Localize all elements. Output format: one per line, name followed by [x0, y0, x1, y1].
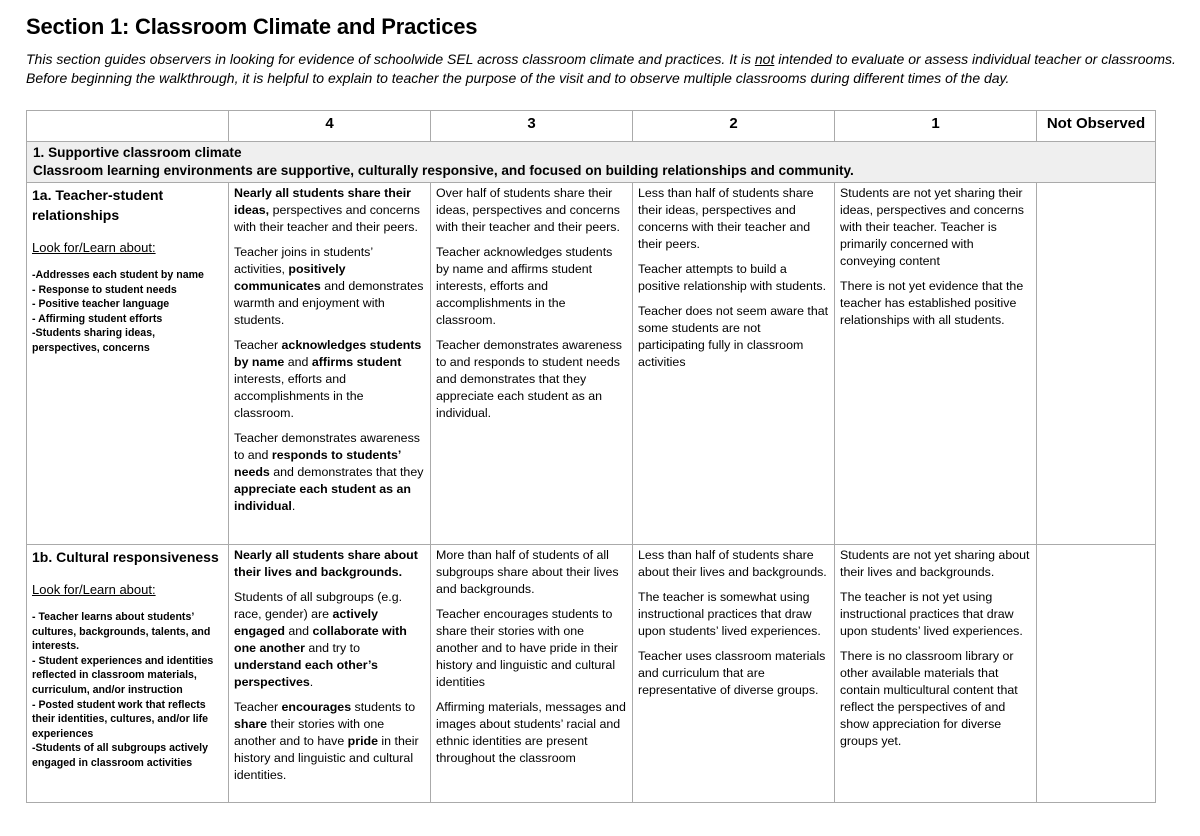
- look-for-list: [32, 268, 223, 356]
- look-for-label: Look for/Learn about:: [32, 240, 156, 255]
- row-label-cell: [27, 183, 229, 545]
- descriptor: [234, 547, 425, 581]
- text: and: [284, 624, 313, 638]
- row-name: 1b. Cultural responsiveness: [32, 549, 219, 565]
- header-not-observed: Not Observed: [1037, 111, 1156, 142]
- descriptor: There is not yet evidence that the teacher has established positive relationships with all students.: [840, 279, 1024, 327]
- descriptor: [234, 244, 425, 329]
- header-score-2: 2: [633, 111, 835, 142]
- look-for-list: [32, 610, 223, 771]
- score-3-cell: [431, 545, 633, 803]
- text: and try to: [304, 641, 361, 655]
- emphasis: Nearly all students share about their lives and backgrounds.: [234, 548, 418, 579]
- descriptor: [234, 430, 425, 515]
- list-item: -Students of all subgroups actively engaged in classroom activities: [32, 742, 209, 769]
- score-2-cell: [633, 545, 835, 803]
- score-1-cell: [835, 545, 1037, 803]
- text: and demonstrates that they: [269, 465, 424, 479]
- header-score-3: 3: [431, 111, 633, 142]
- header-score-4: 4: [229, 111, 431, 142]
- list-item: -Addresses each student by name: [32, 269, 204, 281]
- text: Teacher: [234, 700, 282, 714]
- section-row: [27, 142, 1156, 183]
- text: students to: [351, 700, 416, 714]
- row-name: 1a. Teacher-student relationships: [32, 187, 164, 223]
- descriptor: Teacher uses classroom materials and curriculum that are representative of diverse groups.: [638, 649, 826, 697]
- emphasis: responds to students’ needs: [234, 448, 401, 479]
- list-item: - Posted student work that reflects their identities, cultures, and/or life experiences: [32, 698, 209, 740]
- list-item: -Students sharing ideas, perspectives, concerns: [32, 327, 156, 354]
- emphasis: positively communicates: [234, 262, 346, 293]
- text: .: [309, 675, 314, 689]
- emphasis: acknowledges students by name: [234, 338, 422, 369]
- text: .: [291, 499, 296, 513]
- text: their stories with one another and to have: [234, 717, 385, 748]
- score-2-cell: [633, 183, 835, 545]
- descriptor: The teacher is not yet using instructional practices that draw upon students’ lived experiences.: [840, 590, 1023, 638]
- descriptor: [234, 185, 425, 236]
- descriptor: Less than half of students share their ideas, perspectives and concerns with their teacher and their peers.: [638, 186, 814, 251]
- text: Teacher demonstrates awareness to and: [234, 431, 420, 462]
- table-row: [27, 545, 1156, 803]
- text: in their history and linguistic and cultural identities.: [234, 734, 419, 782]
- not-observed-cell[interactable]: [1037, 545, 1156, 803]
- score-3-cell: [431, 183, 633, 545]
- intro-text: [26, 50, 1186, 88]
- score-1-cell: [835, 183, 1037, 545]
- descriptor: Students are not yet sharing their ideas, perspectives and concerns with their teacher. Teacher is primarily concerned with conveying content: [840, 186, 1024, 268]
- score-4-cell: [229, 183, 431, 545]
- descriptor: Teacher demonstrates awareness to and responds to student needs and demonstrates that they appreciate each student as an individual.: [436, 338, 622, 420]
- descriptor: [234, 337, 425, 422]
- emphasis: actively engaged: [234, 607, 378, 638]
- text: and demonstrates warmth and enjoyment with students.: [234, 279, 424, 327]
- descriptor: There is no classroom library or other available materials that contain multicultural content that reflect the perspectives of and show appreciation for diverse groups yet.: [840, 649, 1018, 748]
- intro-part1: This section guides observers in looking for evidence of schoolwide SEL across classroom climate and practices. It is: [26, 51, 755, 67]
- text: Teacher: [234, 338, 282, 352]
- descriptor: Affirming materials, messages and images about students’ racial and ethnic identities are present throughout the classroom: [436, 700, 626, 765]
- emphasis: Nearly all students share their ideas,: [234, 186, 411, 217]
- descriptor: Teacher does not seem aware that some students are not participating fully in classroom activities: [638, 304, 829, 369]
- rubric-table: [26, 110, 1156, 803]
- emphasis: collaborate with one another: [234, 624, 407, 655]
- descriptor: [234, 699, 425, 784]
- intro-underlined: not: [754, 51, 775, 67]
- descriptor: Over half of students share their ideas, perspectives and concerns with their teacher and their peers.: [436, 186, 620, 234]
- list-item: - Affirming student efforts: [32, 312, 163, 325]
- descriptor: Teacher encourages students to share their stories with one another and to have pride in their history and linguistic and cultural identities: [436, 607, 618, 689]
- list-item: - Response to student needs: [32, 283, 177, 296]
- list-item: - Positive teacher language: [32, 298, 170, 311]
- text: and: [284, 355, 312, 369]
- page-title: Section 1: Classroom Climate and Practices: [26, 14, 478, 39]
- descriptor: More than half of students of all subgroups share about their lives and backgrounds.: [436, 548, 619, 596]
- score-4-cell: [229, 545, 431, 803]
- not-observed-cell[interactable]: [1037, 183, 1156, 545]
- text: Teacher joins in students’ activities,: [234, 245, 373, 276]
- emphasis: share: [234, 717, 268, 731]
- header-score-1: 1: [835, 111, 1037, 142]
- descriptor: Teacher acknowledges students by name and affirms student interests, efforts and accomplishments in the classroom.: [436, 245, 613, 327]
- descriptor: Teacher attempts to build a positive relationship with students.: [638, 262, 827, 293]
- emphasis: affirms student: [311, 355, 402, 369]
- section-cell: [27, 142, 1156, 183]
- header-row: [27, 111, 1156, 142]
- descriptor: [234, 589, 425, 691]
- section-subtitle: Classroom learning environments are supportive, culturally responsive, and focused on building relationships and community.: [33, 163, 854, 178]
- emphasis: appreciate each student as an individual: [234, 482, 411, 513]
- list-item: - Teacher learns about students’ cultures, backgrounds, talents, and interests.: [32, 611, 211, 653]
- descriptor: Students are not yet sharing about their lives and backgrounds.: [840, 548, 1030, 579]
- descriptor: Less than half of students share about their lives and backgrounds.: [638, 548, 827, 579]
- row-label-cell: [27, 545, 229, 803]
- emphasis: encourages: [281, 700, 352, 714]
- emphasis: understand each other’s perspectives: [234, 658, 378, 689]
- text: perspectives and concerns with their teacher and their peers.: [234, 203, 420, 234]
- section-title: 1. Supportive classroom climate: [33, 145, 242, 160]
- emphasis: pride: [347, 734, 378, 748]
- descriptor: The teacher is somewhat using instructional practices that draw upon students’ lived experiences.: [638, 590, 821, 638]
- table-row: [27, 183, 1156, 545]
- header-blank: [27, 111, 229, 142]
- text: interests, efforts and accomplishments in the classroom.: [234, 372, 364, 420]
- look-for-label: Look for/Learn about:: [32, 582, 156, 597]
- list-item: - Student experiences and identities reflected in classroom materials, curriculum, and/or instruction: [32, 654, 214, 696]
- text: Students of all subgroups (e.g. race, gender) are: [234, 590, 403, 621]
- intro-part2: intended to evaluate or assess individual teacher or classrooms. Before beginning the walkthrough, it is helpful to explain to teacher the purpose of the visit and to observe multiple classrooms during different times of the day.: [26, 51, 1176, 86]
